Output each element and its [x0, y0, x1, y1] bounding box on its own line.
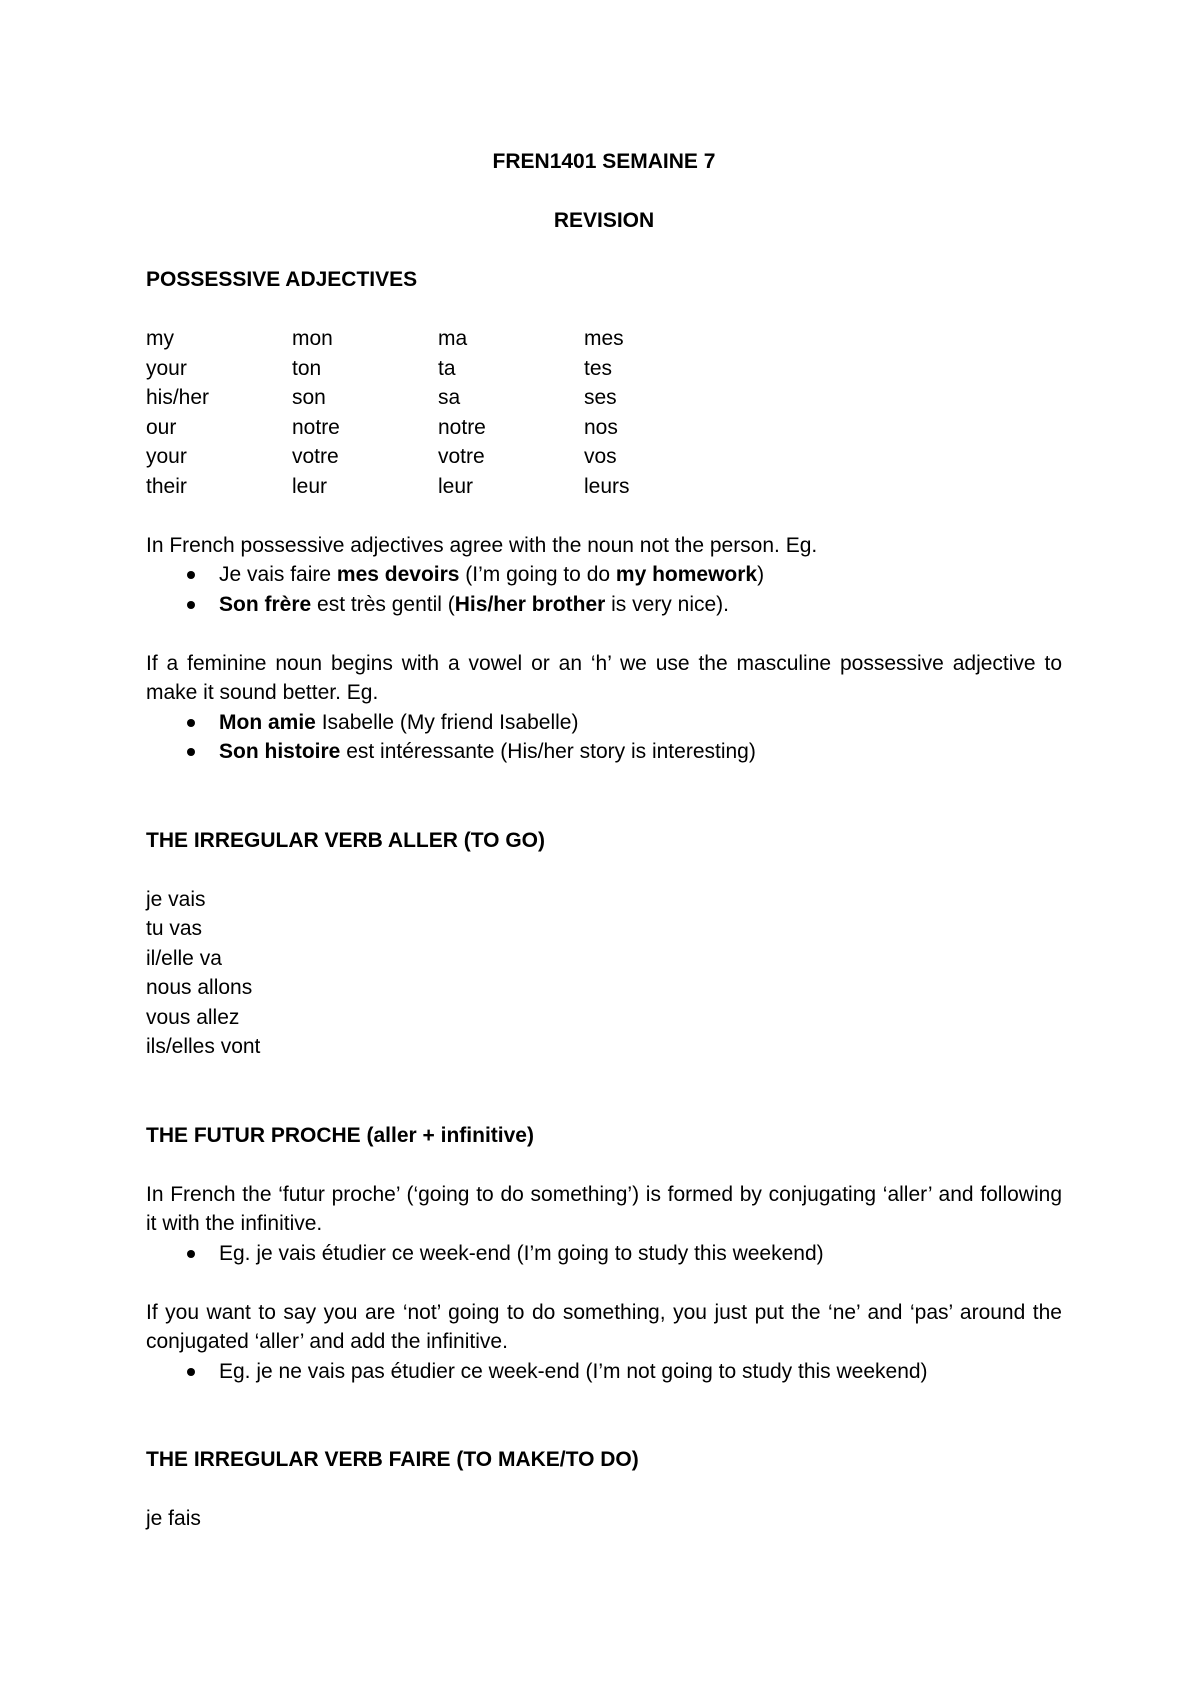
possessive-rule-1: In French possessive adjectives agree with the noun not the person. Eg. [146, 533, 818, 557]
list-item: vous allez [146, 1005, 240, 1029]
table-cell: your [146, 445, 187, 468]
table-cell: our [146, 415, 177, 439]
bullet-icon [187, 1368, 195, 1376]
table-cell: leur [438, 474, 474, 498]
table-cell: ma [438, 327, 468, 350]
document-subtitle: REVISION [553, 209, 655, 232]
list-item: Son histoire est intéressante (His/her story is interesting) [219, 737, 1062, 767]
list-item: je vais [146, 887, 206, 911]
table-cell: mon [292, 327, 333, 350]
table-cell: ses [584, 386, 617, 409]
bullet-icon [187, 719, 195, 727]
table-cell: his/her [146, 386, 210, 409]
futur-examples-2 [146, 1357, 1062, 1387]
list-item: Son frère est très gentil (His/her brother is very nice). [219, 590, 1062, 620]
bullet-icon [187, 1250, 195, 1258]
possessive-examples-1 [146, 560, 1062, 619]
list-item: Je vais faire mes devoirs (I’m going to do my homework) [219, 560, 1062, 590]
table-cell: votre [438, 445, 485, 468]
possessive-heading: POSSESSIVE ADJECTIVES [146, 268, 418, 291]
list-item: nous allons [146, 976, 253, 999]
table-cell: leur [292, 474, 328, 498]
faire-heading: THE IRREGULAR VERB FAIRE (TO MAKE/TO DO) [146, 1448, 639, 1471]
futur-paragraph-2: If you want to say you are ‘not’ going to do something, you just put the ‘ne’ and ‘pas’ around the conjugated ‘aller’ and add the infinitive. [146, 1300, 1062, 1353]
list-item: tu vas [146, 917, 203, 940]
bullet-icon [187, 601, 195, 609]
futur-paragraph-1: In French the ‘futur proche’ (‘going to do something’) is formed by conjugating ‘aller’ and following it with the infinitive. [146, 1182, 1062, 1235]
aller-heading: THE IRREGULAR VERB ALLER (TO GO) [146, 828, 545, 852]
table-cell: votre [292, 445, 339, 468]
table-cell: leurs [584, 474, 630, 498]
aller-forms [146, 885, 1062, 1062]
faire-forms [146, 1504, 1062, 1534]
futur-examples-1 [146, 1239, 1062, 1269]
document-page [146, 147, 1062, 1534]
bullet-icon [187, 571, 195, 579]
list-item: Eg. je ne vais pas étudier ce week-end (I’m not going to study this weekend) [219, 1357, 1062, 1387]
bullet-icon [187, 748, 195, 756]
possessive-rule-2: If a feminine noun begins with a vowel or an ‘h’ we use the masculine possessive adjective to make it sound better. Eg. [146, 651, 1062, 704]
list-item: il/elle va [146, 946, 222, 970]
possessive-examples-2 [146, 708, 1062, 767]
list-item: Mon amie Isabelle (My friend Isabelle) [219, 708, 1062, 738]
table-cell: ta [438, 356, 456, 380]
table-cell: your [146, 356, 187, 380]
table-cell: sa [438, 386, 461, 409]
table-cell: nos [584, 415, 618, 439]
table-cell: ton [292, 356, 322, 380]
list-item: je fais [146, 1507, 201, 1530]
futur-heading: THE FUTUR PROCHE (aller + infinitive) [146, 1123, 534, 1147]
table-cell: notre [292, 415, 340, 439]
list-item: Eg. je vais étudier ce week-end (I’m going to study this weekend) [219, 1239, 1062, 1269]
table-cell: mes [584, 327, 624, 350]
table-cell: their [146, 474, 187, 498]
table-cell: son [292, 386, 326, 409]
document-title: FREN1401 SEMAINE 7 [492, 150, 716, 173]
table-cell: vos [584, 445, 617, 468]
possessive-table [146, 324, 1062, 501]
table-cell: notre [438, 415, 486, 439]
table-cell: my [146, 327, 174, 350]
table-cell: tes [584, 356, 613, 380]
list-item: ils/elles vont [146, 1035, 261, 1058]
